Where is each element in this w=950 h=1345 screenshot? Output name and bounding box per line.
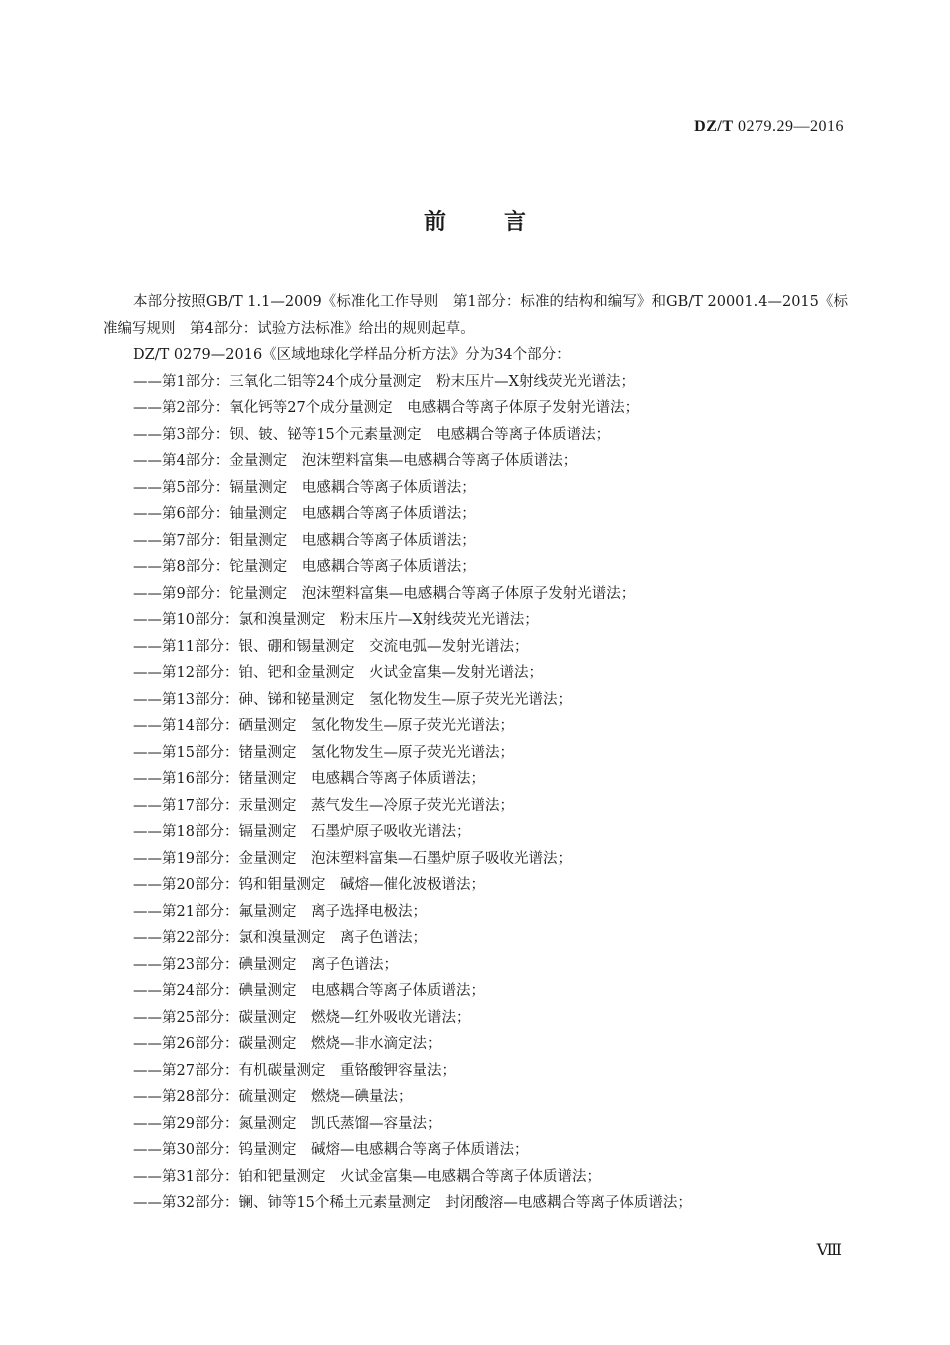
foreword-body	[103, 289, 848, 1217]
intro-paragraph-2: DZ/T 0279—2016《区域地球化学样品分析方法》分为34个部分：	[133, 347, 571, 363]
list-item: ——第7部分：钼量测定 电感耦合等离子体质谱法；	[133, 532, 476, 549]
list-item: ——第24部分：碘量测定 电感耦合等离子体质谱法；	[133, 983, 485, 999]
list-item: ——第13部分：砷、锑和铋量测定 氢化物发生—原子荧光光谱法；	[133, 691, 572, 708]
list-item: ——第10部分：氯和溴量测定 粉末压片—X射线荧光光谱法；	[133, 612, 539, 628]
list-item: ——第5部分：镉量测定 电感耦合等离子体质谱法；	[133, 479, 476, 496]
list-item: ——第30部分：钨量测定 碱熔—电感耦合等离子体质谱法；	[133, 1142, 529, 1158]
list-item: ——第14部分：硒量测定 氢化物发生—原子荧光光谱法；	[133, 718, 514, 734]
list-item: ——第1部分：三氧化二铝等24个成分量测定 粉末压片—X射线荧光光谱法；	[133, 373, 635, 390]
list-item: ——第26部分：碳量测定 燃烧—非水滴定法；	[133, 1036, 442, 1052]
intro-paragraph-1: 本部分按照GB/T 1.1—2009《标准化工作导则 第1部分：标准的结构和编写》和GB/T 20001.4—2015《标准编写规则 第4部分：试验方法标准》给出的规则起草。	[103, 294, 848, 337]
list-item: ——第29部分：氮量测定 凯氏蒸馏—容量法；	[133, 1115, 442, 1132]
list-item: ——第20部分：钨和钼量测定 碱熔—催化波极谱法；	[133, 877, 485, 893]
list-item: ——第32部分：镧、铈等15个稀土元素量测定 封闭酸溶—电感耦合等离子体质谱法；	[133, 1195, 692, 1211]
list-item: ——第17部分：汞量测定 蒸气发生—冷原子荧光光谱法；	[133, 797, 514, 814]
standard-prefix: DZ/T	[694, 118, 734, 135]
list-item: ——第6部分：铀量测定 电感耦合等离子体质谱法；	[133, 506, 476, 522]
list-item: ——第9部分：铊量测定 泡沫塑料富集—电感耦合等离子体原子发射光谱法；	[133, 585, 636, 602]
title-char-2: 言	[504, 210, 527, 235]
list-item: ——第4部分：金量测定 泡沫塑料富集—电感耦合等离子体质谱法；	[133, 453, 578, 469]
document-code	[694, 118, 844, 136]
list-item: ——第18部分：镉量测定 石墨炉原子吸收光谱法；	[133, 824, 471, 840]
list-item: ——第23部分：碘量测定 离子色谱法；	[133, 956, 398, 973]
list-item: ——第31部分：铂和钯量测定 火试金富集—电感耦合等离子体质谱法；	[133, 1168, 601, 1185]
list-item: ——第16部分：锗量测定 电感耦合等离子体质谱法；	[133, 771, 485, 787]
page-number: Ⅷ	[816, 1242, 842, 1259]
list-item: ——第21部分：氟量测定 离子选择电极法；	[133, 903, 427, 920]
list-item: ——第8部分：铊量测定 电感耦合等离子体质谱法；	[133, 559, 476, 575]
list-item: ——第25部分：碳量测定 燃烧—红外吸收光谱法；	[133, 1009, 471, 1026]
page-title	[0, 205, 950, 236]
list-item: ——第28部分：硫量测定 燃烧—碘量法；	[133, 1089, 413, 1105]
list-item: ——第27部分：有机碳量测定 重铬酸钾容量法；	[133, 1062, 456, 1079]
list-item: ——第19部分：金量测定 泡沫塑料富集—石墨炉原子吸收光谱法；	[133, 850, 572, 867]
title-char-1: 前	[423, 210, 446, 235]
list-item: ——第12部分：铂、钯和金量测定 火试金富集—发射光谱法；	[133, 665, 543, 681]
standard-number: 0279.29—2016	[738, 118, 844, 135]
parts-list	[103, 369, 848, 1217]
list-item: ——第2部分：氧化钙等27个成分量测定 电感耦合等离子体原子发射光谱法；	[133, 400, 640, 416]
list-item: ——第11部分：银、硼和锡量测定 交流电弧—发射光谱法；	[133, 638, 529, 655]
list-item: ——第3部分：钡、铍、铋等15个元素量测定 电感耦合等离子体质谱法；	[133, 426, 611, 443]
list-item: ——第22部分：氯和溴量测定 离子色谱法；	[133, 930, 427, 946]
list-item: ——第15部分：锗量测定 氢化物发生—原子荧光光谱法；	[133, 744, 514, 761]
